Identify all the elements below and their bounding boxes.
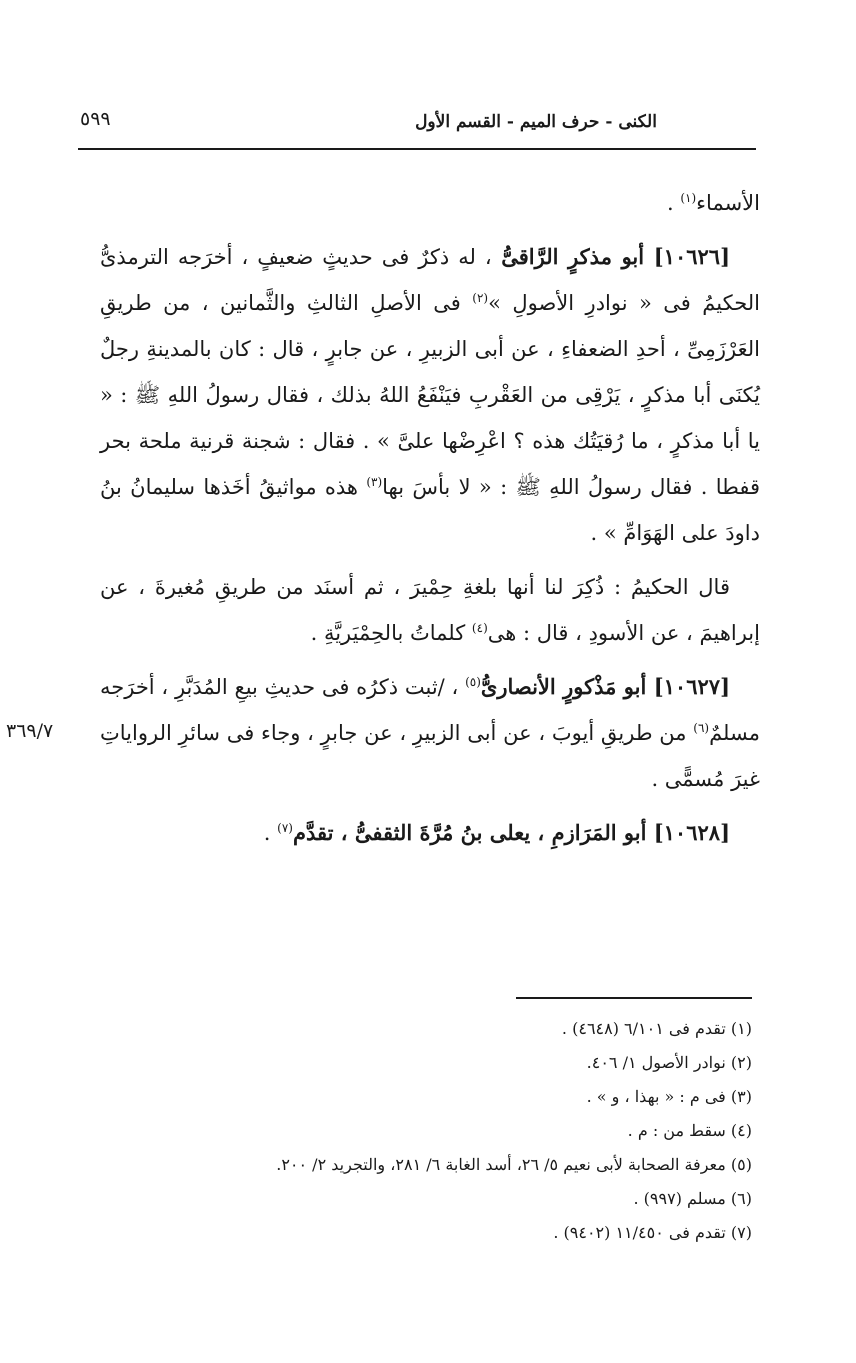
entry-name: أبو مذكرٍ الرَّاقىُّ	[491, 244, 654, 269]
footnote-item: (٦) مسلم (٩٩٧) .	[633, 1189, 752, 1208]
entry-name: أبو مَذْكورٍ الأنصارىُّ	[480, 674, 654, 699]
footnote-ref: (٦)	[693, 721, 710, 735]
footnote-item: (٥) معرفة الصحابة لأبى نعيم ٥/ ٢٦، أسد الغابة ٦/ ٢٨١، والتجريد ٢/ ٢٠٠.	[276, 1155, 752, 1174]
footnote-ref: (٥)	[465, 675, 481, 689]
footnote-rule	[516, 997, 752, 999]
main-text	[100, 180, 760, 864]
footnote-ref: (٧)	[277, 821, 293, 835]
footnote-ref: (٤)	[471, 621, 488, 635]
entry-number: [١٠٦٢٦]	[653, 244, 731, 269]
footnote-ref: (٣)	[366, 475, 383, 489]
footnote-item: (٧) تقدم فى ١١/٤٥٠ (٩٤٠٢) .	[553, 1223, 752, 1242]
margin-volume-reference: ٣٦٩/٧	[6, 720, 54, 742]
entry-10627: [١٠٦٢٧] أبو مَذْكورٍ الأنصارىُّ$^{(٥)}$ ، /ثبت ذكرُه فى حديثِ بيعِ المُدَبَّرِ ، أخرَجه مسلمٌ$^{(٦)}$ من طريقِ أيوبَ ، عن أبى الزبيرِ ، عن جابرٍ ، وجاء فى سائرِ الرواياتِ غيرَ مُسمًّى .	[100, 674, 760, 791]
footnote-item: (٢) نوادر الأصول ١/ ٤٠٦.	[586, 1053, 752, 1072]
entry-name: أبو المَرَازمِ ، يعلى بنُ مُرَّةَ الثقفىُّ ،	[333, 820, 654, 845]
footnote-ref: (٢)	[472, 291, 489, 305]
paragraph-hakim: قال الحكيمُ : ذُكِرَ لنا أنها بلغةِ حِمْيرَ ، ثم أسنَد من طريقِ مُغيرةَ ، عن إبراهيمَ ، عن الأسودِ ، قال : هى$^{(٤)}$ كلماتُ بالحِمْيَريَّةِ .	[100, 575, 760, 645]
page-number: ٥٩٩	[80, 108, 111, 130]
footnote-item: (٣) فى م : « بهذا ، و » .	[586, 1087, 752, 1106]
footnote-item: (٤) سقط من : م .	[627, 1121, 752, 1140]
header-rule	[78, 148, 756, 150]
entry-number: [١٠٦٢٨]	[653, 820, 730, 845]
entry-10628: [١٠٦٢٨] أبو المَرَازمِ ، يعلى بنُ مُرَّةَ الثقفىُّ ، تقدَّم$^{(٧)}$ .	[263, 820, 730, 845]
continuation-line: الأسماء$^{(١)}$ .	[666, 191, 760, 215]
footnote-ref: (١)	[680, 191, 697, 205]
entry-number: [١٠٦٢٧]	[653, 674, 730, 699]
entry-10626: [١٠٦٢٦] أبو مذكرٍ الرَّاقىُّ ، له ذكرٌ فى حديثٍ ضعيفٍ ، أخرَجه الترمذىُّ الحكيمُ فى « نوادرِ الأصولِ »$^{(٢)}$ فى الأصلِ الثالثِ والثَّمانين ، من طريقِ العَرْزَمِىِّ ، أحدِ الضعفاءِ ، عن أبى الزبيرِ ، عن جابرٍ ، قال : كان بالمدينةِ رجلٌ يُكنَى أبا مذكرٍ ، يَرْقِى من العَقْربِ فيَنْفَعُ اللهُ بذلك ، فقال رسولُ اللهِ ﷺ : « يا أبا مذكرٍ ، ما رُقيَتُك هذه ؟ اعْرِضْها علىَّ » . فقال : شجنة قرنية ملحة بحر قفطا . فقال رسولُ اللهِ ﷺ : « لا بأسَ بها$^{(٣)}$ هذه مواثيقُ أخَذها سليمانُ بنُ داودَ على الهَوَامِّ » .	[100, 244, 761, 545]
running-header-title: الكنى - حرف الميم - القسم الأول	[415, 112, 657, 132]
footnote-item: (١) تقدم فى ٦/١٠١ (٤٦٤٨) .	[561, 1019, 752, 1038]
footnotes	[152, 1012, 752, 1250]
